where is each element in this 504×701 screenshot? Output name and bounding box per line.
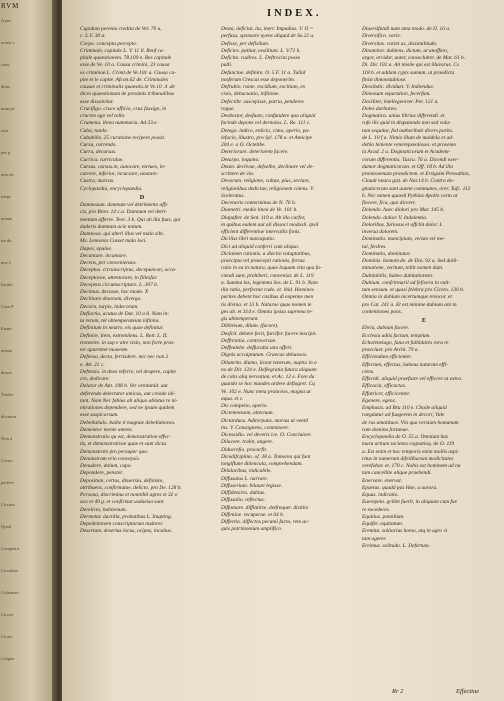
index-column-1 bbox=[80, 26, 204, 536]
index-entry: Dominatio. mancipium, verum vel me- bbox=[362, 236, 445, 243]
left-margin-line: Circum bbox=[1, 502, 15, 507]
index-entry: a. Summa lex, legemma Ses. de L. 91 b. Nam bbox=[221, 279, 318, 286]
index-entry: Corpo. concepta percepto. bbox=[80, 40, 138, 47]
index-entry: Diversitas. variet as, dissimilitudo. bbox=[362, 40, 438, 47]
index-entry: ta rerum, tel obtemperateum infinita. bbox=[80, 318, 160, 324]
index-entry: Deficies. patitur, exsilitum. L. V.71 b. bbox=[221, 47, 301, 54]
index-entry: Definire, Item, extremilens. L. Retr. L. II. bbox=[80, 332, 168, 339]
left-page-header: RVM bbox=[1, 2, 20, 10]
index-entry: facinde depons vel dernolos, L. Re. 111 c. bbox=[221, 120, 311, 127]
index-entry: dumor dogmaticorum. et Off. 18 b. Ad illa bbox=[362, 163, 453, 170]
index-entry: Sceleratus. bbox=[221, 192, 245, 199]
index-entry: Dictemensam, alternum. bbox=[221, 410, 274, 417]
index-entry: maru artium societas cognatioq. de O. 119 bbox=[362, 441, 455, 448]
index-entry: tis, et demonstrativae quae et sunt dicta. bbox=[80, 441, 168, 448]
index-entry: Desta, deficiat, ita, inerr. Impudias. V. O = bbox=[221, 26, 314, 32]
index-entry: Dolendo. haec diolori pro Mar. 145 b. bbox=[362, 207, 445, 214]
left-margin-line: perfere bbox=[1, 480, 15, 485]
index-entry: inversa dolorem. bbox=[362, 229, 399, 235]
index-entry: de catis aliq nervation. et Ac. 12 e. Fore da bbox=[221, 374, 315, 380]
index-entry: Damnosum. damnum vel detrimento affi- bbox=[80, 202, 169, 208]
index-entry: Defenso, decta. ferrisdere. nec nec non 2 bbox=[80, 354, 169, 361]
index-entry: Dominatio, dominator. bbox=[362, 250, 411, 257]
index-entry: de ras amatituos. Vla qua versium homanum bbox=[362, 419, 459, 426]
index-entry: gis ubitemperant. bbox=[221, 316, 259, 322]
index-entry: tis divina. et 13 b. Naturae quae nomen le bbox=[221, 301, 312, 308]
index-entry: Decens, per convenienses. bbox=[80, 260, 137, 266]
index-entry: Dubium. confrirmaril ad fefivera in vult- bbox=[362, 279, 451, 286]
index-entry: Deum. declivae, defselbo, declinare vel de- bbox=[221, 163, 314, 170]
index-entry: Equifer. equitatum. bbox=[362, 521, 404, 527]
index-entry: Echoleneiago, fana et fulbidares rora re bbox=[362, 339, 449, 346]
index-entry: Derelicto, habitenum. bbox=[80, 506, 127, 513]
index-entry: Equitius. pomilium. bbox=[362, 513, 405, 520]
index-entry: Ecclesia adiis factum, templum. bbox=[362, 332, 431, 339]
index-entry: ritus in numerum difeiliharum modicitates bbox=[362, 455, 454, 462]
index-entry: Euerepeta. grilim fuerit, in aliquum cum fue bbox=[362, 499, 458, 506]
index-entry: Denonstram erio conveysis. bbox=[80, 455, 141, 462]
index-entry: Dinessum separation, fecerfum. bbox=[362, 91, 431, 98]
index-entry: Dilunrim. diumo, liceat tenerum, nuptia in a bbox=[221, 359, 317, 366]
index-entry: Depedetionem conscriptarum nudorer. bbox=[80, 521, 164, 527]
left-margin-line: per p bbox=[1, 150, 11, 155]
index-entry: Decenoris conterminus de N. 76 b. bbox=[221, 200, 297, 206]
index-entry: Criminale, capitale L. V. 11 ll. Renf ca- bbox=[80, 47, 165, 54]
page-title: INDEX. bbox=[267, 8, 322, 19]
index-entry: raegdatur ad fuagerem in decori, Vale bbox=[362, 412, 445, 419]
index-entry: Egenere, egens. bbox=[362, 397, 397, 404]
left-margin-line: num pe bbox=[1, 106, 15, 111]
index-entry: Diametri. medio linea de Ve. 101 b. bbox=[221, 207, 298, 214]
left-margin-line: Cum P bbox=[1, 304, 14, 309]
left-margin-line: noe e bbox=[1, 260, 11, 265]
index-entry: tui, ferdres. bbox=[362, 243, 387, 250]
index-entry: Depondere, penster. bbox=[80, 470, 124, 477]
index-entry: Dominis. homom de. de Dio. 92 a. Sed dolli- bbox=[362, 258, 459, 264]
index-entry: praecipta vel praecepti rationis, forma bbox=[221, 258, 305, 264]
index-entry: efficient differentiae intervallis fonis. bbox=[221, 229, 301, 235]
index-entry: mirationes dependere, sed ne ipsum quidem bbox=[80, 405, 175, 411]
left-margin-line: mente bbox=[1, 216, 13, 221]
left-margin-line: Incubi bbox=[1, 282, 13, 287]
index-entry: crucem ago vel tollo. bbox=[80, 113, 126, 119]
index-entry: finist dimonstubiose. bbox=[362, 76, 407, 83]
index-entry: Debellabulo. balbe ti magnae debellationes. bbox=[80, 419, 176, 426]
index-entry: Desertum. desertus locus, ocipas, incultus. bbox=[80, 528, 173, 535]
index-entry: Ms. Lemonia Cusset mala loci. bbox=[80, 238, 147, 245]
index-entry: Ebria, dubium facere. bbox=[362, 325, 410, 332]
index-entry: scribere de via. bbox=[221, 171, 255, 177]
index-entry: Diuersifundi num ama modo. de D. 16 a. bbox=[362, 26, 451, 32]
left-margin-line: tem ob bbox=[1, 172, 14, 177]
index-entry: pite et le capite. Afcon.62 de. Criminales bbox=[80, 76, 169, 83]
index-entry: ciens. bbox=[362, 368, 375, 375]
index-entry: Dioxibdic. dividuet. V. Indiendue. bbox=[362, 84, 435, 90]
left-margin-line: dunce bbox=[1, 370, 12, 375]
index-entry: rogue. bbox=[221, 105, 235, 112]
index-entry: Doloribus. furiosus et affclin dolor. L bbox=[362, 221, 443, 228]
index-entry: cisio, debacuatio, infitione. bbox=[221, 91, 280, 98]
index-entry: Dicedifciplino. of. 38 a. Tomorea qui funt bbox=[221, 453, 311, 460]
index-entry: religionibus dedictue, religionem colens. V. bbox=[221, 185, 315, 192]
left-margin-line: Conquerit bbox=[1, 546, 20, 551]
index-entry: Effectdi. aliquid praeftare vel efficere ut extra. bbox=[362, 376, 463, 382]
index-entry: Omnia in dubium incertumque revocor. et bbox=[362, 294, 452, 301]
index-entry: Depositum, certus, dissersia, definisio, bbox=[80, 477, 164, 484]
index-entry: Custra, marcus. bbox=[80, 178, 115, 185]
index-entry: Effectum, effectus, habeus naturam effi- bbox=[362, 361, 448, 368]
index-entry: minatione, veritum, tollit nomen dum. bbox=[362, 265, 444, 272]
index-entry: Deficito. rudires. L. Deftrocita posse bbox=[221, 55, 301, 61]
left-page-edge bbox=[0, 0, 58, 701]
index-entry: no de Dir. 124 e. Deflegratia futura aliquam bbox=[221, 366, 317, 373]
index-entry: Diffusatus L. narrare. bbox=[221, 475, 269, 482]
index-entry: Decora, turpis, indecorum. bbox=[80, 303, 139, 310]
index-entry: Demonstratio qu est, demonstration effec- bbox=[80, 434, 171, 440]
index-entry: Persona, discrimina et nonnihil agres et 32 o bbox=[80, 492, 178, 498]
left-margin-line: Euam bbox=[1, 326, 12, 331]
index-entry: rum domina fortunae. bbox=[362, 426, 410, 433]
index-entry: tum sensum. et quasi felebra pro Cicero. 130 b. bbox=[362, 287, 465, 293]
index-entry: contentiones pons. bbox=[362, 308, 403, 315]
index-entry: Dignis acculptutum. Graecae debuosos. bbox=[221, 352, 308, 359]
index-entry: Defensio. in deos referre, vel despere, capite bbox=[80, 368, 176, 375]
index-entry: Crumena. ibrea nummaria. Ad.33.e. bbox=[80, 120, 158, 127]
index-entry: tam cancellite alique praehendi. bbox=[362, 470, 432, 477]
index-entry: Encyclopaedia de O. 55 a. Omnium has bbox=[362, 434, 448, 440]
index-entry: mentum afferre. Tere. 3 b. Qui ab illa fuas, qui bbox=[80, 216, 181, 223]
index-entry: Diffenioe. recuperae. et 64 b. bbox=[221, 511, 285, 518]
index-entry: Claudi nnura gist. de Nat.14 b. Contra do- bbox=[362, 178, 455, 185]
index-entry: Desfcit. debere fecit, furcifer. facere inscipit. bbox=[221, 330, 317, 337]
index-entry: Damnosa. qui alteri illos vel malo sibi. bbox=[80, 231, 165, 237]
left-margin-line: tin du bbox=[1, 238, 12, 243]
index-entry: Crucifigo. cruce afficio, crux fassigo, in bbox=[80, 105, 167, 112]
index-entry: esse suspicorsum. bbox=[80, 412, 119, 419]
index-entry: Dicessidio. vel deveris ice. O. Concluiore. bbox=[221, 432, 312, 438]
index-entry: Detego. indico, enlicio, cimo, aperio, pa- bbox=[221, 127, 310, 134]
index-entry: tronsvire. in sup e atre vislo, non forte pras- bbox=[80, 339, 175, 346]
index-entry: de L. 10 f a. Nimio illum de maldela et ad- bbox=[362, 134, 454, 141]
section-letter: D bbox=[139, 193, 145, 201]
index-entry: ter aparentet monente. bbox=[80, 347, 129, 353]
index-entry: Dilulacibus, indicabile. bbox=[221, 468, 272, 475]
index-entry: Dubitabilis, habeo dubitationem. bbox=[362, 272, 434, 279]
index-entry: Defunctae. definire. O. 5 F. 11 a. Tullid bbox=[221, 69, 306, 76]
index-entry: Cyclopaedia, encyclopaedia. bbox=[80, 185, 143, 192]
index-entry: tant. Nam Nec fabius ab aliquo ablatus re ni- bbox=[80, 397, 178, 404]
index-column-2 bbox=[221, 26, 345, 534]
index-entry: Diciliss libri nuncupatio. bbox=[221, 236, 276, 243]
left-margin-line: ceus, bbox=[1, 62, 11, 67]
index-entry: Ereimus. solitudo. L. Defertum. bbox=[362, 542, 430, 549]
index-entry: Dermetur. dactilla, probatibus L. Inupting. bbox=[80, 513, 173, 520]
index-entry: Cursus. cursus.in, autocare, tortues, in- bbox=[80, 163, 166, 170]
index-entry: Definitum in neutro, eis quae definitur. bbox=[80, 325, 164, 332]
index-entry: Decimus. decusse, hoc modo. X bbox=[80, 289, 149, 295]
index-entry: Curra, decursus. bbox=[80, 149, 117, 156]
index-entry: Equus. indicatio. bbox=[362, 492, 399, 498]
index-entry: Ve. 102 e. Nunc meta proluvies, magna ut bbox=[221, 388, 311, 395]
index-entry: nosferum Crescat esse deponerim. bbox=[221, 76, 296, 83]
index-entry: ratio in ea in natura, quae loquam vita qua fa- bbox=[221, 265, 322, 272]
index-entry: Denudere, dolum, cupo. bbox=[80, 463, 132, 469]
index-entry: dices quaestionum de proximis tribunalibus bbox=[80, 91, 175, 98]
index-entry: argor, arvidor, auter, conseclubre. de Mat. 61 b. bbox=[362, 55, 466, 61]
index-entry: aqua. et c. bbox=[221, 395, 244, 402]
left-margin-line: Circeo bbox=[1, 612, 14, 617]
index-entry: Doles darbarea. bbox=[362, 105, 398, 112]
index-entry: Dementor. mente amens. bbox=[80, 426, 133, 433]
index-entry: Dogmatica. unius librius differendi. et bbox=[362, 113, 445, 119]
index-entry: Diclamen rationis. a diectio voluptatibus, bbox=[221, 250, 311, 257]
index-entry: Efficacia, efficactas. bbox=[362, 383, 407, 390]
signature-mark: Rr 2 bbox=[392, 688, 404, 695]
index-entry: Diffectio. diffectos pecunii facto, rem ac- bbox=[221, 519, 310, 525]
index-entry: 118 b. et addam cypis sumum, ut praedicta bbox=[362, 69, 455, 76]
index-entry: Diffusalio. reflectus. bbox=[221, 497, 265, 504]
index-entry: Dociliter, intellegencter. Per. 121 a. bbox=[362, 98, 439, 105]
index-entry: Enervare. enervat. bbox=[362, 477, 403, 484]
index-entry: Dis competio, aperio. bbox=[221, 403, 268, 409]
left-margin-line: A per bbox=[1, 18, 12, 23]
index-entry: esse.de Ve. 10 a. Causa crimini, 23 causa bbox=[80, 62, 170, 69]
index-entry: Effatricer, efficicenter. bbox=[362, 390, 411, 397]
index-entry: ges ab. et 314 e. Omnia ipsisa suprema le- bbox=[221, 308, 313, 315]
left-margin-line: Conso bbox=[1, 458, 13, 463]
left-margin-line: ctus bbox=[1, 128, 9, 133]
left-margin-line: ocem v bbox=[1, 40, 15, 45]
index-entry: Deffeulebe. deffuculta una offert. bbox=[221, 345, 293, 351]
index-entry: Dilucere. tralin, angere. bbox=[221, 439, 274, 446]
left-margin-line: Circulare bbox=[1, 568, 19, 573]
index-entry: ciendi sunt, prohiberi, conveniat. de L. 119 bbox=[221, 272, 314, 279]
index-entry: Diducrefio. procurfit. bbox=[221, 446, 268, 453]
index-entry: parites debent hoc casibus di expenne men bbox=[221, 294, 314, 301]
index-entry: Diffuserium. bilaure legisse. bbox=[221, 482, 283, 489]
index-entry: Eremita. solitarius homo, atq in agro vi bbox=[362, 528, 448, 535]
index-entry: ins. V. Consognens, commixere. bbox=[221, 424, 290, 431]
left-margin-line: Cicad bbox=[1, 634, 12, 639]
index-entry: b. Nec tamen quaedi Pythias Apollo certa at bbox=[362, 192, 458, 199]
index-entry: Decepens circumscripture. L. 307 b. bbox=[80, 281, 159, 288]
left-margin-line: ditur, bbox=[1, 84, 11, 89]
index-entry: Deffrenitia, controversae. bbox=[221, 337, 277, 344]
index-entry: Deteriorare. deteriorem facere. bbox=[221, 149, 289, 156]
index-entry: Deturpo. inquino. bbox=[221, 156, 260, 163]
index-entry: Devorum. religione, cultae, pius, seclare, bbox=[221, 178, 310, 185]
index-entry: Diffomare. diffinitive, detfrequer. distitio bbox=[221, 504, 309, 511]
index-entry: quis patrimonium amplifico. bbox=[221, 526, 283, 533]
index-entry: Deceptorae, attentorare, in filitofar. bbox=[80, 274, 158, 281]
index-entry: currere, inferior, incursare, unatare. bbox=[80, 171, 159, 177]
index-entry: Cursu, currendo. bbox=[80, 142, 117, 148]
index-entry: Deflactio, acutus de Dut. 10 a 8. Nam in- bbox=[80, 310, 170, 317]
catchword: Effectiae bbox=[456, 688, 480, 695]
index-column-3 bbox=[362, 26, 486, 550]
index-entry: gmaticerum sunt autem communes, orer. Tufc. 112 bbox=[362, 185, 471, 192]
index-entry: quando se hoc mundes ardere deflagret. Cq bbox=[221, 381, 315, 388]
index-entry: Defrubio. ruine. excidium, excitium, ex bbox=[221, 84, 306, 90]
index-entry: ex criminae.L. Criml.de Ve.101 a. Causa ca- bbox=[80, 69, 176, 76]
left-margin-line: dicuntur bbox=[1, 414, 17, 419]
index-entry: Diversifico. varie. bbox=[362, 33, 402, 40]
index-entry: c. L.V. 30 a. bbox=[80, 33, 106, 40]
index-entry: Cupidum perenia credita de Ver. 70 a, bbox=[80, 26, 162, 32]
index-entry: causae et criminalis quaestio.in Ve.10 .4 .de bbox=[80, 84, 175, 90]
index-entry: Demonstrare pro persuper quo. bbox=[80, 448, 149, 455]
index-entry: Dinamitor. dubiens, dictum, ut unoffero, bbox=[362, 47, 449, 54]
index-entry: Desbestor, desfusto, confundere qua aliquid bbox=[221, 113, 316, 119]
index-entry: Diapafter. de Sen. 119 a. Ab illo carfor, bbox=[221, 214, 306, 221]
index-entry: Delator de Ant. 108 b. Ver ornitanid. aut bbox=[80, 383, 168, 390]
index-entry: rufe ills quid in disputando non sed volu- bbox=[362, 120, 451, 127]
left-margin-line: Trader bbox=[1, 392, 14, 397]
index-entry: Curricu. curriculae. bbox=[80, 156, 124, 163]
index-entry: Declinare deuream, divergo. bbox=[80, 296, 142, 303]
index-entry: longiflune ditlencula, comprehendam. bbox=[221, 461, 303, 467]
index-entry: daderis damnum acie notum. bbox=[80, 223, 143, 230]
index-entry: Dici ad aliquid conferri cum aliquo. bbox=[221, 243, 300, 250]
index-entry: Di. Dic 102 a. Ait misile qui est illuvarus. Cs bbox=[362, 62, 459, 69]
index-entry: attribuens, confirmatae, delicto. pro De. 128 b. bbox=[80, 484, 182, 491]
index-entry: Emphasis. ad Bru 110 e. Chode aliquid bbox=[362, 405, 447, 411]
index-entry: perfusa, sponsore ayens aliquid.de Se.22 a. bbox=[221, 33, 315, 40]
index-entry: Deceptus. circunscriptus, decepuncon, occa- bbox=[80, 267, 177, 274]
index-entry: aco et 49 g. et confirmat usdaeisa sunt. bbox=[80, 499, 165, 506]
index-entry: Epaetas. quadd pas Hae, u aurora. bbox=[362, 484, 438, 491]
index-entry: Dibbreum, dilam. (facere). bbox=[221, 323, 279, 330]
index-entry: in quibus eadem aut ali dissoci modosli. ipsil bbox=[221, 221, 319, 228]
left-margin-line: tenatu bbox=[1, 348, 13, 353]
index-entry: cis, pro Bron. 14 c.a. Damnum vel detri- bbox=[80, 209, 168, 216]
index-entry: pulli. bbox=[221, 62, 233, 69]
index-entry: Defisse, per defisilum. bbox=[221, 40, 270, 47]
left-margin-line: Colentiae bbox=[1, 590, 19, 595]
index-entry: fincere, fica, qua dicerer. bbox=[362, 200, 416, 206]
index-entry: Dolendo. dolior. V. Indolentia. bbox=[362, 214, 428, 221]
index-entry: re excederes. bbox=[362, 506, 391, 513]
index-entry: pitale quaestionem. 78.109 e. Res capitale bbox=[80, 55, 172, 61]
index-entry: corum differentia. Tuscu. 76 a. Dicendi exer- bbox=[362, 156, 459, 163]
index-entry: Decantare. incantare. bbox=[80, 252, 128, 259]
index-page bbox=[62, 0, 504, 701]
index-entry: lefacio, illustro, pro Syl. 178 a. et Amicipe bbox=[221, 134, 312, 141]
index-entry: Dapes, epulae. bbox=[80, 245, 113, 252]
index-entry: esse dissolvitur. bbox=[80, 98, 114, 105]
index-entry: ia Acad. 2 a. Dogmaticorum et Academi- bbox=[362, 149, 451, 156]
index-entry: a. Est enim et hoc temporis enim mollis aspi- bbox=[362, 448, 460, 455]
index-entry: tum sequitur, fed authoribati divers parits. bbox=[362, 127, 454, 134]
index-entry: Diffidencies. dubius. bbox=[221, 490, 266, 496]
index-entry: promissemum praedictem. et Ersigsim Perouthiss, bbox=[362, 171, 471, 177]
index-entry: verefobar. et. 170 c. Nobis est hominem ad na bbox=[362, 463, 461, 469]
index-entry: tam agerer. bbox=[362, 535, 387, 542]
index-entry: cro, dedicare. bbox=[80, 376, 110, 382]
index-entry: praecluet. pro Archi. 79 a. bbox=[362, 347, 419, 353]
left-margin-line: Quod bbox=[1, 524, 12, 529]
index-entry: deferendo delectator amicus, aut creade idi- bbox=[80, 390, 176, 397]
index-entry: pro Cat. 241 a. Et est minime dubium ant in bbox=[362, 301, 457, 308]
left-margin-line: Colgae bbox=[1, 656, 15, 661]
index-entry: Efficiendum efficienter. bbox=[362, 354, 412, 361]
index-entry: illa ratio, perfectae rado. et. ibid. Homines bbox=[221, 287, 314, 293]
left-margin-line: Non a bbox=[1, 436, 13, 441]
index-entry: deblo leniente venerepseolisses. et proxemo bbox=[362, 142, 457, 148]
left-margin-line: frequ bbox=[1, 194, 11, 199]
page-header bbox=[62, 8, 504, 22]
index-entry: e. Att. 21 c. bbox=[80, 361, 105, 368]
index-entry: Cubabilis. 25 curatione recipere possit. bbox=[80, 134, 166, 141]
index-entry: Cuba, tando. bbox=[80, 127, 109, 134]
index-entry: Defectibr. suscepisse, patria, penderes bbox=[221, 98, 304, 105]
section-letter: E bbox=[421, 317, 427, 324]
index-entry: Dictarduos. Adirerpans. morius ut ventil bbox=[221, 417, 309, 424]
index-entry: 204 e. a O. Octetibe. bbox=[221, 142, 266, 148]
